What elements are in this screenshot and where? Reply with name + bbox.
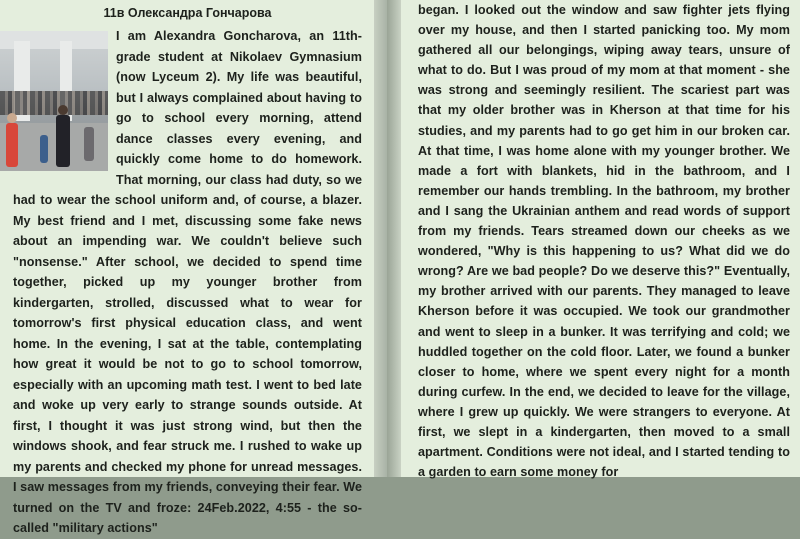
page-gutter-shadow [387, 0, 401, 477]
page-gutter [374, 0, 387, 477]
shelter-photo [0, 31, 108, 171]
right-story-text: began. I looked out the window and saw fighter jets flying over my house, and then I started panicking too. My mom gathered all our belongings, wiping away tears, unsure of what to do. But I was proud of my mom at that moment - she was strong and seemingly resilient. The scariest part was that my older brother was in Kherson at that time for his studies, and my parents had to go get him in our broken car. At that time, I was home alone with my younger brother. We made a fort with blankets, hid in the bathroom, and I remember our hands trembling. In the bathroom, my brother and I sang the Ukrainian anthem and read words of support from my friends. Tears streamed down our cheeks as we wondered, "Why is this happening to us? What did we do wrong? Are we bad people? Do we deserve this?" Eventually, my brother arrived with our parents. They managed to leave Kherson before it was occupied. We took our grandmother and went to sleep in a bunker. It was terrifying and cold; we huddled together on the cold floor. Later, we found a bunker closer to home, where we spent every night for a month during curfew. In the end, we decided to leave for the village, where I grew up quickly. We were strangers to everyone. At first, we slept in a kindergarten, then moved to a small apartment. Conditions were not ideal, and I started tending to a garden to earn some money for [418, 3, 790, 480]
page-title: 11в Олександра Гончарова [103, 6, 272, 20]
right-page [401, 0, 800, 480]
left-page [0, 0, 374, 535]
left-story-text: I am Alexandra Goncharova, an 11th-grade student at Nikolaev Gymnasium (now Lyceum 2). My life was beautiful, but I always complained about having to go to school every morning, attend dance classes every evening, and quickly come home to do homework. That morning, our class had duty, so we had to wear the school uniform and, of course, a blazer. My best friend and I met, discussing some fake news about an impending war. We couldn't believe such "nonsense." After school, we decided to spend time together, picked up my younger brother from kindergarten, strolled, discussed what to wear for tomorrow's first physical education class, and went home. In the evening, I sat at the table, contemplating how great it would be not to go to school tomorrow, especially with an upcoming math test. I went to bed late and woke up very early to strange sounds outside. At first, I thought it was just strong wind, but then the windows shook, and fear struck me. I rushed to wake up my parents and checked my phone for unread messages. I saw messages from my friends, conveying their fear. We turned on the TV and froze: 24Feb.2022, 4:55 - the so-called "military actions" [13, 29, 362, 535]
